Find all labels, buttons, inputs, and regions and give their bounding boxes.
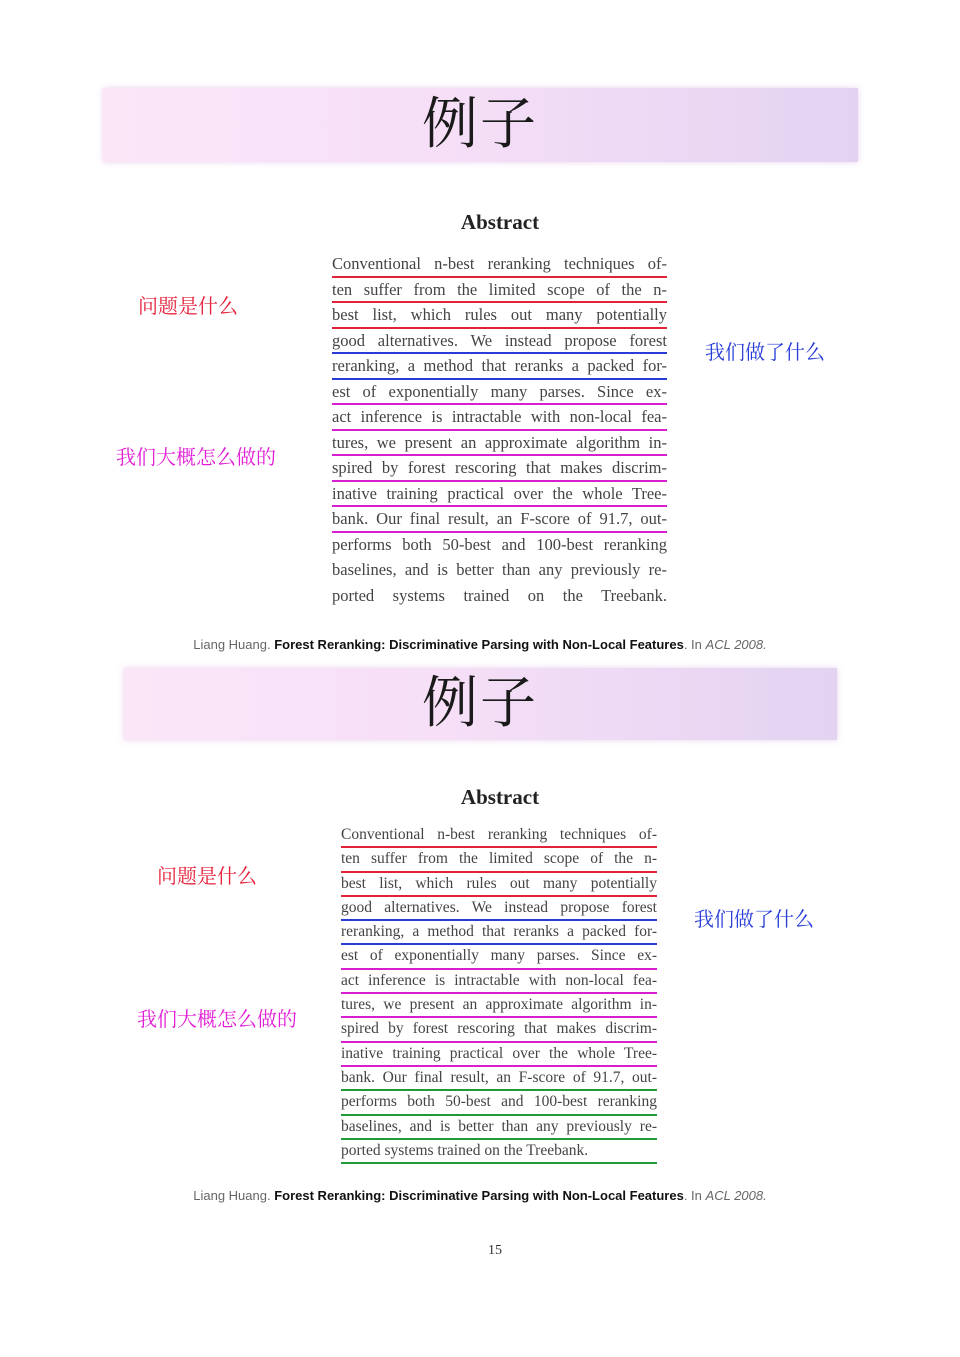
abstract-line: good alternatives. We instead propose forest (332, 329, 667, 355)
abstract-line: tures, we present an approximate algorithm in- (341, 994, 657, 1018)
abstract-line: ported systems trained on the Treebank. (332, 585, 667, 605)
abstract-line: best list, which rules out many potentially (332, 303, 667, 329)
page-number: 15 (488, 1243, 502, 1258)
citation-venue-prefix: . In (683, 637, 702, 652)
citation-venue: ACL 2008. (705, 1188, 767, 1203)
abstract-line: spired by forest rescoring that makes discrim- (332, 456, 667, 482)
slide-title: 例子 (422, 671, 538, 736)
annotation-what-we-did: 我们做了什么 (694, 907, 814, 931)
slide-title: 例子 (422, 92, 538, 157)
abstract-line: tures, we present an approximate algorithm in- (332, 431, 667, 457)
abstract-body (332, 252, 667, 609)
abstract-heading: Abstract (460, 210, 540, 234)
abstract-line: Conventional n-best reranking techniques of- (332, 252, 667, 278)
citation-title: Forest Reranking: Discriminative Parsing with Non-Local Features (274, 1188, 684, 1203)
abstract-line: act inference is intractable with non-local fea- (332, 405, 667, 431)
abstract-line: inative training practical over the whole Tree- (341, 1043, 657, 1067)
citation-venue-prefix: . In (683, 1188, 702, 1203)
citation-venue: ACL 2008. (705, 637, 767, 652)
abstract-line: baselines, and is better than any previously re- (341, 1116, 657, 1140)
abstract-line: reranking, a method that reranks a packed for- (341, 921, 657, 945)
annotation-problem: 问题是什么 (138, 294, 238, 318)
abstract-line: act inference is intractable with non-local fea- (341, 970, 657, 994)
abstract-line: reranking, a method that reranks a packed for- (332, 354, 667, 380)
annotation-problem: 问题是什么 (157, 864, 257, 888)
abstract-line: ported systems trained on the Treebank. (341, 1140, 657, 1164)
abstract-line: bank. Our final result, an F-score of 91.7, out- (341, 1067, 657, 1091)
annotation-what-we-did: 我们做了什么 (705, 340, 825, 364)
citation-authors: Liang Huang. (193, 1188, 271, 1203)
abstract-line: performs both 50-best and 100-best reranking (332, 534, 667, 554)
annotation-how-we-did: 我们大概怎么做的 (116, 445, 276, 469)
abstract-line: bank. Our final result, an F-score of 91.7, out- (332, 507, 667, 533)
abstract-line: est of exponentially many parses. Since ex- (332, 380, 667, 406)
abstract-line: inative training practical over the whole Tree- (332, 482, 667, 508)
abstract-line: ten suffer from the limited scope of the n- (341, 848, 657, 872)
citation-authors: Liang Huang. (193, 637, 271, 652)
citation (0, 637, 960, 652)
abstract-line: baselines, and is better than any previously re- (332, 560, 667, 579)
abstract-line: best list, which rules out many potentially (341, 873, 657, 897)
abstract-heading: Abstract (460, 785, 540, 809)
citation-title: Forest Reranking: Discriminative Parsing with Non-Local Features (274, 637, 684, 652)
abstract-line: ten suffer from the limited scope of the n- (332, 278, 667, 304)
abstract-line: Conventional n-best reranking techniques of- (341, 824, 657, 848)
citation (0, 1188, 960, 1203)
abstract-line: spired by forest rescoring that makes discrim- (341, 1018, 657, 1042)
abstract-body (341, 824, 657, 1164)
abstract-line: performs both 50-best and 100-best reranking (341, 1091, 657, 1115)
annotation-how-we-did: 我们大概怎么做的 (137, 1007, 297, 1031)
abstract-line: good alternatives. We instead propose forest (341, 897, 657, 921)
abstract-line: est of exponentially many parses. Since ex- (341, 945, 657, 969)
